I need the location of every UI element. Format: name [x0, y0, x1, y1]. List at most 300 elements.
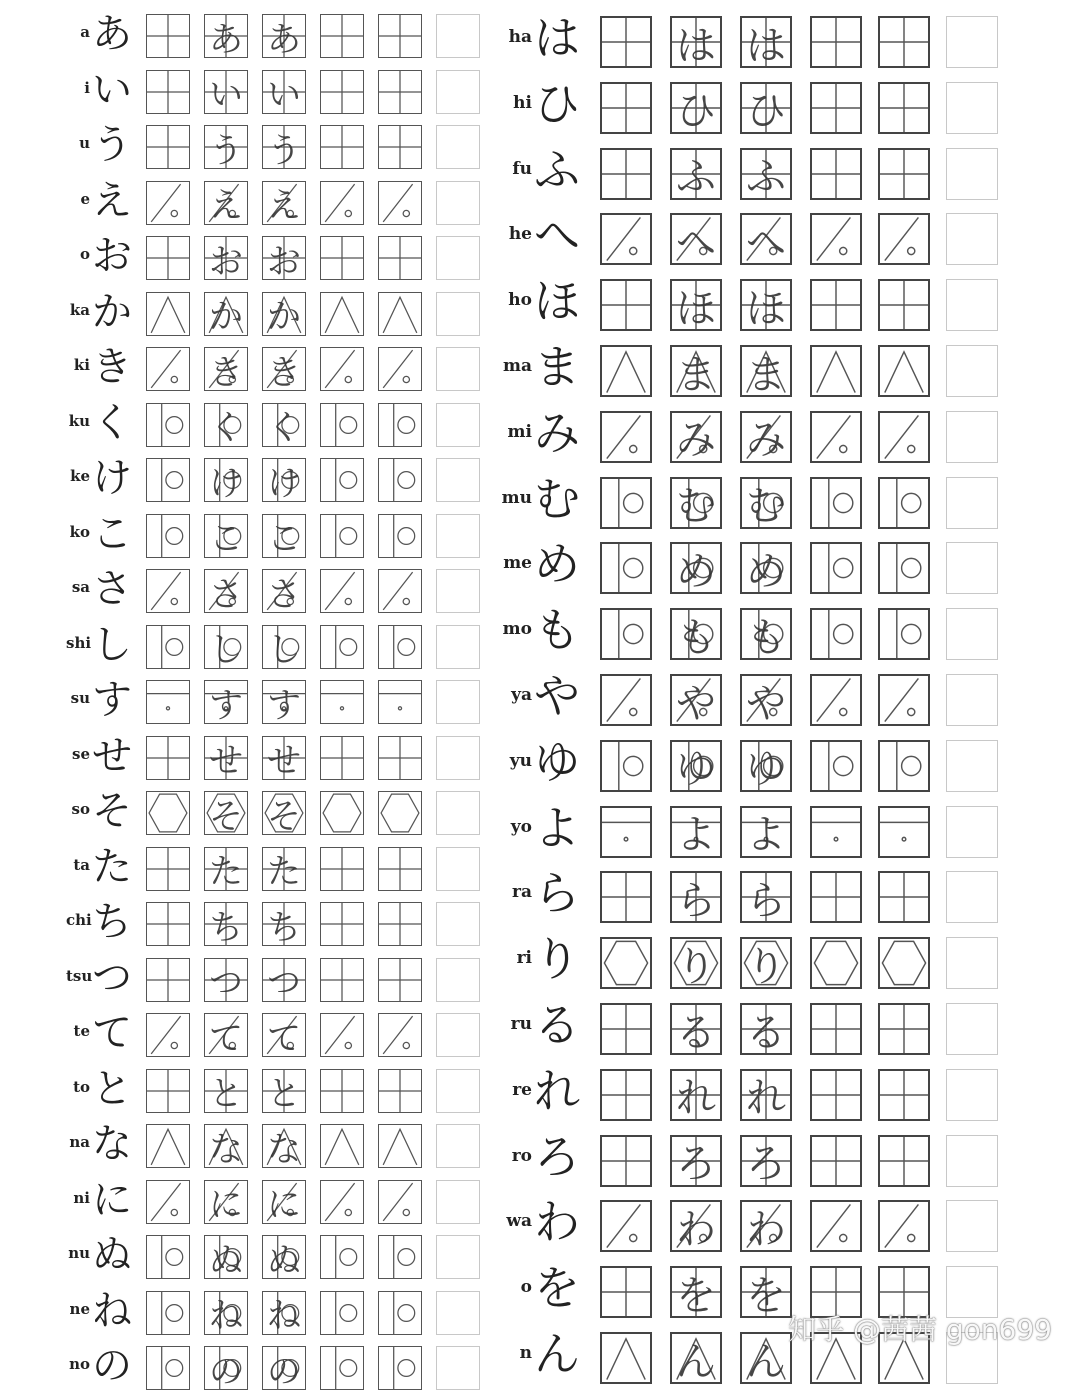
stroke-guide-lines [880, 84, 928, 132]
practice-box [878, 279, 930, 331]
traced-kana: も [676, 614, 716, 661]
practice-box [878, 1069, 930, 1121]
stroke-guide-lines [147, 348, 189, 390]
kana-character: ほ [534, 274, 580, 329]
practice-box [810, 608, 862, 660]
kana-row-na [66, 1118, 484, 1174]
practice-box [204, 292, 248, 336]
kana-character: き [92, 344, 132, 390]
kana-row-ke [66, 452, 484, 508]
practice-box [810, 542, 862, 594]
kana-character: ら [534, 866, 580, 921]
kana-character: れ [534, 1063, 580, 1118]
practice-box [204, 736, 248, 780]
practice-box [378, 236, 422, 280]
stroke-guide-lines [379, 293, 421, 335]
kana-character: せ [92, 732, 132, 779]
blank-practice-box [946, 1003, 998, 1055]
practice-box [740, 740, 792, 792]
stroke-guide-lines [812, 808, 860, 856]
stroke-guide-lines [321, 126, 363, 168]
practice-box [146, 1346, 190, 1390]
traced-kana: た [267, 852, 301, 892]
romaji-label: yo [510, 816, 532, 837]
kana-character: む [534, 471, 580, 526]
practice-box [810, 213, 862, 265]
practice-box [204, 569, 248, 613]
stroke-guide-lines [880, 479, 928, 527]
stroke-guide-lines [379, 626, 421, 668]
kana-character: ち [92, 899, 132, 945]
traced-kana: た [209, 852, 243, 892]
stroke-guide-lines [880, 742, 928, 790]
kana-character: ひ [534, 76, 580, 131]
practice-box [810, 740, 862, 792]
practice-box [204, 1180, 248, 1224]
practice-box [600, 740, 652, 792]
stroke-guide-lines [147, 570, 189, 612]
practice-box [740, 148, 792, 200]
stroke-guide-lines [602, 347, 650, 395]
traced-kana: わ [676, 1206, 716, 1253]
romaji-label: shi [66, 633, 92, 652]
practice-box [740, 1003, 792, 1055]
kana-character: え [92, 177, 132, 224]
romaji-label: ro [511, 1145, 532, 1166]
blank-practice-box [946, 806, 998, 858]
blank-practice-box [436, 680, 480, 724]
practice-box [204, 791, 248, 835]
stroke-guide-lines [812, 1137, 860, 1185]
traced-kana: う [267, 130, 301, 171]
practice-box [146, 236, 190, 280]
traced-kana: の [209, 1351, 243, 1392]
traced-kana: ち [267, 907, 301, 948]
blank-practice-box [436, 403, 480, 447]
practice-box [378, 847, 422, 891]
blank-practice-box [946, 411, 998, 463]
traced-kana: る [746, 1009, 786, 1056]
romaji-label: u [79, 134, 90, 152]
traced-kana: せ [267, 741, 301, 781]
blank-practice-box [436, 458, 480, 502]
practice-box [670, 279, 722, 331]
stroke-guide-lines [321, 1347, 363, 1389]
stroke-guide-lines [602, 1202, 650, 1250]
practice-box [262, 70, 306, 114]
practice-box [740, 1135, 792, 1187]
practice-box [146, 791, 190, 835]
practice-box [600, 608, 652, 660]
stroke-guide-lines [147, 459, 189, 501]
practice-box [740, 871, 792, 923]
stroke-guide-lines [321, 1125, 363, 1167]
romaji-label: ko [69, 522, 90, 541]
stroke-guide-lines [147, 182, 189, 224]
kana-character: な [92, 1121, 132, 1167]
practice-box [320, 902, 364, 946]
traced-kana: つ [267, 963, 301, 1003]
practice-box [146, 1069, 190, 1113]
practice-box [378, 1346, 422, 1390]
stroke-guide-lines [602, 281, 650, 329]
traced-kana: い [209, 75, 243, 115]
stroke-guide-lines [880, 939, 928, 987]
romaji-label: hi [513, 92, 532, 113]
traced-kana: れ [746, 1075, 786, 1122]
stroke-guide-lines [321, 681, 363, 723]
traced-kana: や [676, 680, 716, 727]
kana-character: す [92, 677, 132, 723]
kana-row-ne [66, 1285, 484, 1341]
practice-box [204, 1235, 248, 1279]
traced-kana: な [209, 1129, 243, 1170]
blank-practice-box [436, 1180, 480, 1224]
practice-box [670, 345, 722, 397]
practice-box [146, 1235, 190, 1279]
stroke-guide-lines [880, 544, 928, 592]
practice-box [810, 1200, 862, 1252]
practice-box [810, 871, 862, 923]
practice-box [262, 625, 306, 669]
traced-kana: ん [676, 1338, 716, 1385]
stroke-guide-lines [379, 792, 421, 834]
practice-box [670, 674, 722, 726]
traced-kana: な [267, 1129, 301, 1170]
stroke-guide-lines [379, 404, 421, 446]
stroke-guide-lines [379, 182, 421, 224]
practice-box [740, 806, 792, 858]
practice-box [320, 1180, 364, 1224]
traced-kana: ね [209, 1296, 243, 1336]
romaji-label: e [80, 189, 90, 208]
blank-practice-box [436, 292, 480, 336]
practice-box [670, 477, 722, 529]
practice-box [810, 345, 862, 397]
stroke-guide-lines [379, 848, 421, 890]
traced-kana: わ [746, 1206, 786, 1253]
traced-kana: れ [676, 1075, 716, 1122]
stroke-guide-lines [147, 1347, 189, 1389]
practice-box [740, 674, 792, 726]
stroke-guide-lines [812, 610, 860, 658]
kana-character: ふ [534, 142, 580, 197]
stroke-guide-lines [602, 544, 650, 592]
practice-box [204, 1069, 248, 1113]
practice-box [320, 1235, 364, 1279]
practice-box [262, 1346, 306, 1390]
traced-kana: え [209, 186, 243, 226]
kana-row-wa [500, 1196, 1002, 1252]
kana-character: と [92, 1065, 132, 1112]
practice-box [378, 680, 422, 724]
stroke-guide-lines [379, 1292, 421, 1334]
practice-box [670, 542, 722, 594]
practice-box [204, 14, 248, 58]
kana-row-ta [66, 841, 484, 897]
practice-box [204, 236, 248, 280]
blank-practice-box [946, 542, 998, 594]
kana-character: わ [534, 1195, 580, 1250]
traced-kana: む [746, 483, 786, 530]
kana-row-tsu [66, 952, 484, 1008]
blank-practice-box [436, 1124, 480, 1168]
traced-kana: ら [676, 877, 716, 924]
stroke-guide-lines [602, 939, 650, 987]
traced-kana: す [267, 685, 301, 726]
romaji-label: ho [508, 290, 532, 311]
traced-kana: ふ [746, 154, 786, 201]
practice-box [146, 458, 190, 502]
romaji-label: so [71, 800, 90, 818]
practice-box [204, 1346, 248, 1390]
stroke-guide-lines [880, 281, 928, 329]
blank-practice-box [436, 569, 480, 613]
traced-kana: む [676, 483, 716, 530]
kana-character: を [534, 1261, 580, 1316]
stroke-guide-lines [321, 404, 363, 446]
blank-practice-box [946, 608, 998, 660]
kana-row-so [66, 785, 484, 841]
kana-character: へ [534, 208, 580, 263]
blank-practice-box [946, 871, 998, 923]
practice-box [670, 871, 722, 923]
stroke-guide-lines [147, 903, 189, 945]
stroke-guide-lines [321, 792, 363, 834]
romaji-label: ni [73, 1188, 90, 1207]
practice-box [262, 736, 306, 780]
practice-box [740, 213, 792, 265]
practice-box [378, 1291, 422, 1335]
romaji-label: se [72, 744, 90, 763]
practice-box [740, 477, 792, 529]
practice-box [320, 847, 364, 891]
traced-kana: ま [676, 351, 716, 398]
practice-box [810, 806, 862, 858]
traced-kana: や [746, 680, 786, 727]
stroke-guide-lines [379, 903, 421, 945]
stroke-guide-lines [147, 293, 189, 335]
stroke-guide-lines [379, 1347, 421, 1389]
stroke-guide-lines [812, 84, 860, 132]
kana-row-fu [500, 144, 1002, 200]
kana-character: ま [534, 340, 580, 394]
practice-box [670, 806, 722, 858]
practice-box [878, 82, 930, 134]
stroke-guide-lines [602, 808, 650, 856]
practice-box [262, 958, 306, 1002]
romaji-label: tsu [66, 966, 93, 985]
stroke-guide-lines [602, 742, 650, 790]
practice-box [262, 1124, 306, 1168]
practice-box [810, 477, 862, 529]
blank-practice-box [946, 477, 998, 529]
stroke-guide-lines [880, 18, 928, 66]
blank-practice-box [946, 937, 998, 989]
blank-practice-box [436, 347, 480, 391]
practice-box [378, 514, 422, 558]
romaji-label: to [73, 1077, 90, 1096]
practice-box [146, 292, 190, 336]
practice-box [146, 1013, 190, 1057]
kana-row-e [66, 175, 484, 231]
romaji-label: ya [511, 685, 532, 705]
stroke-guide-lines [321, 459, 363, 501]
romaji-label: ne [69, 1299, 90, 1318]
stroke-guide-lines [602, 150, 650, 198]
traced-kana: ち [209, 907, 243, 948]
stroke-guide-lines [321, 182, 363, 224]
stroke-guide-lines [812, 281, 860, 329]
stroke-guide-lines [321, 293, 363, 335]
blank-practice-box [436, 958, 480, 1002]
stroke-guide-lines [880, 808, 928, 856]
traced-kana: も [746, 614, 786, 661]
practice-box [878, 871, 930, 923]
practice-box [600, 345, 652, 397]
practice-box [204, 1013, 248, 1057]
practice-box [740, 1266, 792, 1318]
practice-box [600, 148, 652, 200]
stroke-guide-lines [812, 18, 860, 66]
traced-kana: よ [676, 812, 716, 859]
practice-box [146, 1180, 190, 1224]
traced-kana: ほ [676, 285, 716, 332]
stroke-guide-lines [321, 737, 363, 779]
traced-kana: こ [267, 519, 301, 559]
practice-box [740, 411, 792, 463]
practice-box [320, 791, 364, 835]
traced-kana: よ [746, 812, 786, 859]
kana-character: め [534, 537, 580, 592]
traced-kana: を [676, 1272, 716, 1319]
practice-box [262, 236, 306, 280]
stroke-guide-lines [379, 1070, 421, 1112]
traced-kana: そ [267, 796, 301, 837]
practice-box [204, 125, 248, 169]
traced-kana: さ [209, 574, 243, 615]
stroke-guide-lines [321, 570, 363, 612]
practice-box [204, 403, 248, 447]
kana-row-ya [500, 670, 1002, 726]
practice-box [670, 411, 722, 463]
romaji-label: he [508, 224, 532, 245]
practice-box [670, 608, 722, 660]
stroke-guide-lines [602, 676, 650, 724]
practice-box [320, 958, 364, 1002]
stroke-guide-lines [321, 71, 363, 113]
practice-box [378, 292, 422, 336]
practice-box [320, 403, 364, 447]
practice-box [878, 16, 930, 68]
practice-box [146, 958, 190, 1002]
practice-box [740, 16, 792, 68]
stroke-guide-lines [321, 959, 363, 1001]
blank-practice-box [946, 345, 998, 397]
practice-box [378, 14, 422, 58]
kana-character: う [92, 122, 132, 168]
practice-box [810, 82, 862, 134]
practice-box [378, 625, 422, 669]
stroke-guide-lines [602, 1071, 650, 1119]
kana-row-se [66, 730, 484, 786]
traced-kana: あ [209, 19, 243, 60]
traced-kana: と [209, 1074, 243, 1114]
practice-box [320, 514, 364, 558]
stroke-guide-lines [812, 544, 860, 592]
kana-character: け [92, 455, 132, 501]
practice-box [810, 674, 862, 726]
practice-box [670, 1135, 722, 1187]
kana-character: ゆ [534, 734, 580, 789]
stroke-guide-lines [812, 347, 860, 395]
traced-kana: ひ [676, 88, 716, 135]
practice-box [740, 279, 792, 331]
practice-box [204, 1124, 248, 1168]
practice-box [378, 458, 422, 502]
stroke-guide-lines [147, 237, 189, 279]
kana-character: か [92, 288, 132, 335]
practice-box [878, 542, 930, 594]
practice-box [600, 16, 652, 68]
stroke-guide-lines [379, 1236, 421, 1278]
practice-box [146, 847, 190, 891]
practice-box [204, 458, 248, 502]
practice-box [262, 1013, 306, 1057]
practice-box [320, 458, 364, 502]
practice-box [810, 1003, 862, 1055]
kana-character: は [534, 11, 580, 65]
stroke-guide-lines [147, 404, 189, 446]
blank-practice-box [946, 1069, 998, 1121]
stroke-guide-lines [321, 626, 363, 668]
practice-box [600, 542, 652, 594]
practice-box [670, 1003, 722, 1055]
romaji-label: no [69, 1355, 90, 1373]
romaji-label: ta [73, 855, 90, 874]
stroke-guide-lines [147, 1236, 189, 1278]
romaji-label: i [84, 78, 90, 97]
kana-character: り [534, 932, 580, 987]
stroke-guide-lines [379, 71, 421, 113]
kana-row-ho [500, 275, 1002, 331]
practice-box [320, 1013, 364, 1057]
romaji-label: ri [516, 948, 532, 969]
practice-box [320, 736, 364, 780]
stroke-guide-lines [880, 215, 928, 263]
practice-box [320, 625, 364, 669]
practice-box [670, 16, 722, 68]
practice-box [878, 1135, 930, 1187]
stroke-guide-lines [812, 1071, 860, 1119]
practice-box [378, 1013, 422, 1057]
blank-practice-box [946, 213, 998, 265]
practice-box [204, 847, 248, 891]
practice-box [600, 1003, 652, 1055]
practice-box [878, 608, 930, 660]
kana-row-ka [66, 286, 484, 342]
kana-row-ma [500, 341, 1002, 397]
traced-kana: み [746, 417, 786, 464]
stroke-guide-lines [880, 873, 928, 921]
kana-character: こ [92, 510, 132, 557]
stroke-guide-lines [147, 737, 189, 779]
romaji-label: ki [73, 356, 90, 374]
kana-character: く [92, 399, 132, 446]
kana-row-yo [500, 802, 1002, 858]
stroke-guide-lines [379, 237, 421, 279]
traced-kana: み [676, 417, 716, 464]
